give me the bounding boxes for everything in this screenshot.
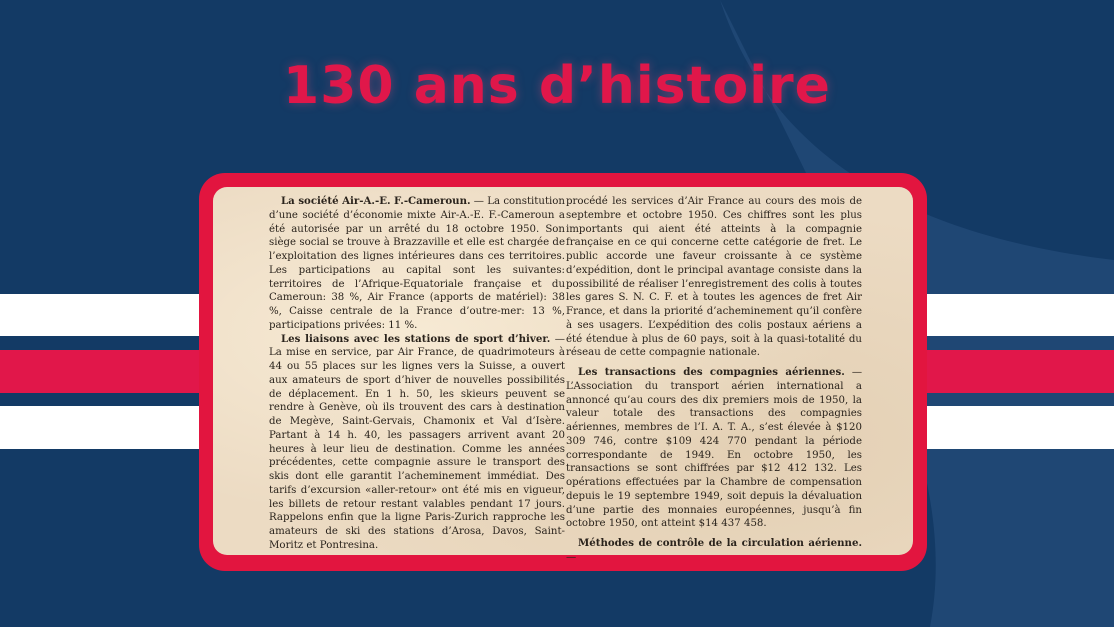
paragraph-heading: Les liaisons avec les stations de sport d’hiver. bbox=[281, 332, 551, 345]
paragraph-heading: La société Air-A.-E. F.-Cameroun. bbox=[281, 195, 471, 207]
left-column bbox=[269, 195, 565, 553]
paragraph-text: — bbox=[566, 551, 577, 563]
paragraph-text: — La mise en service, par Air France, de quadrimoteurs à 44 ou 55 places sur les lignes vers la Suisse, a ouvert aux amateurs de sport d’hiver de nouvelles possibilités de déplacement. En 1 h. 50, les skieurs peuvent se rendre à Genève, où ils trouvent des cars à destination de Megève, Saint-Gervais, Chamonix et Val d’Isère. Partant à 14 h. 40, les passagers arrivent avant 20 heures à leur lieu de destination. Comme les années précédentes, cette compagnie assure le transport des skis dont elle garantit l’acheminement immédiat. Des tarifs d’excursion «aller-retour» ont été mis en vigueur, les billets de retour restant valables pendant 17 jours. Rappelons enfin que la ligne Paris-Zurich rapproche les amateurs de ski des stations d’Arosa, Davos, Saint-Moritz et Pontresina. bbox=[269, 333, 565, 551]
paragraph-text: procédé les services d’Air France au cours des mois de septembre et octobre 1950. Ces chiffres sont les plus importants qui aient été atteints à la compagnie française en ce qui concerne cette catégorie de fret. Le public accorde une faveur croissante à ce système d’expédition, dont le principal avantage consiste dans la possibilité de réaliser l’enregistrement des colis à toutes les gares S. N. C. F. et à toutes les agences de fret Air France, et dans la priorité d’acheminement qu’il confère à ses usagers. L’expédition des colis postaux aériens a été étendue à plus de 60 pays, soit à la quasi-totalité du réseau de cette compagnie nationale. bbox=[566, 196, 862, 359]
paragraph-text: — La constitution d’une société d’économie mixte Air-A.-E. F.-Cameroun a été autorisée par un arrêté du 18 octobre 1950. Son siège social se trouve à Brazzaville et elle est chargée de l’exploitation des lignes intérieures dans ces territoires. Les participations au capital sont les suivantes: territoires de l’Afrique-Equatoriale française et du Cameroun: 38 %, Air France (apports de matériel): 38 %, Caisse centrale de la France d’outre-mer: 13 %, participations privées: 11 %. bbox=[269, 196, 565, 331]
paragraph bbox=[269, 333, 565, 553]
paragraph bbox=[566, 366, 862, 531]
article-frame bbox=[199, 173, 927, 571]
paragraph-heading: Les transactions des compagnies aériennes. bbox=[578, 366, 845, 378]
paragraph bbox=[269, 195, 565, 333]
paragraph bbox=[566, 195, 862, 360]
paragraph-text: — L’Association du transport aérien international a annoncé qu’au cours des dix premiers mois de 1950, la valeur totale des transactions des compagnies aériennes, membres de l’I. A. T. A., s’est élevée à $120 309 746, contre $109 424 770 pendant la période correspondante de 1949. En octobre 1950, les transactions se sont chiffrées par $12 412 132. Les opérations effectuées par la Chambre de compensation depuis le 19 septembre 1949, soit depuis la dévaluation d’une partie des monnaies européennes, jusqu’à fin octobre 1950, ont atteint $14 437 458. bbox=[566, 367, 862, 530]
newspaper-clipping bbox=[213, 187, 913, 563]
paragraph-heading: Méthodes de contrôle de la circulation aérienne. bbox=[578, 537, 862, 549]
paragraph bbox=[566, 537, 862, 565]
right-column bbox=[566, 195, 862, 565]
page-title: 130 ans d’histoire bbox=[283, 56, 831, 116]
